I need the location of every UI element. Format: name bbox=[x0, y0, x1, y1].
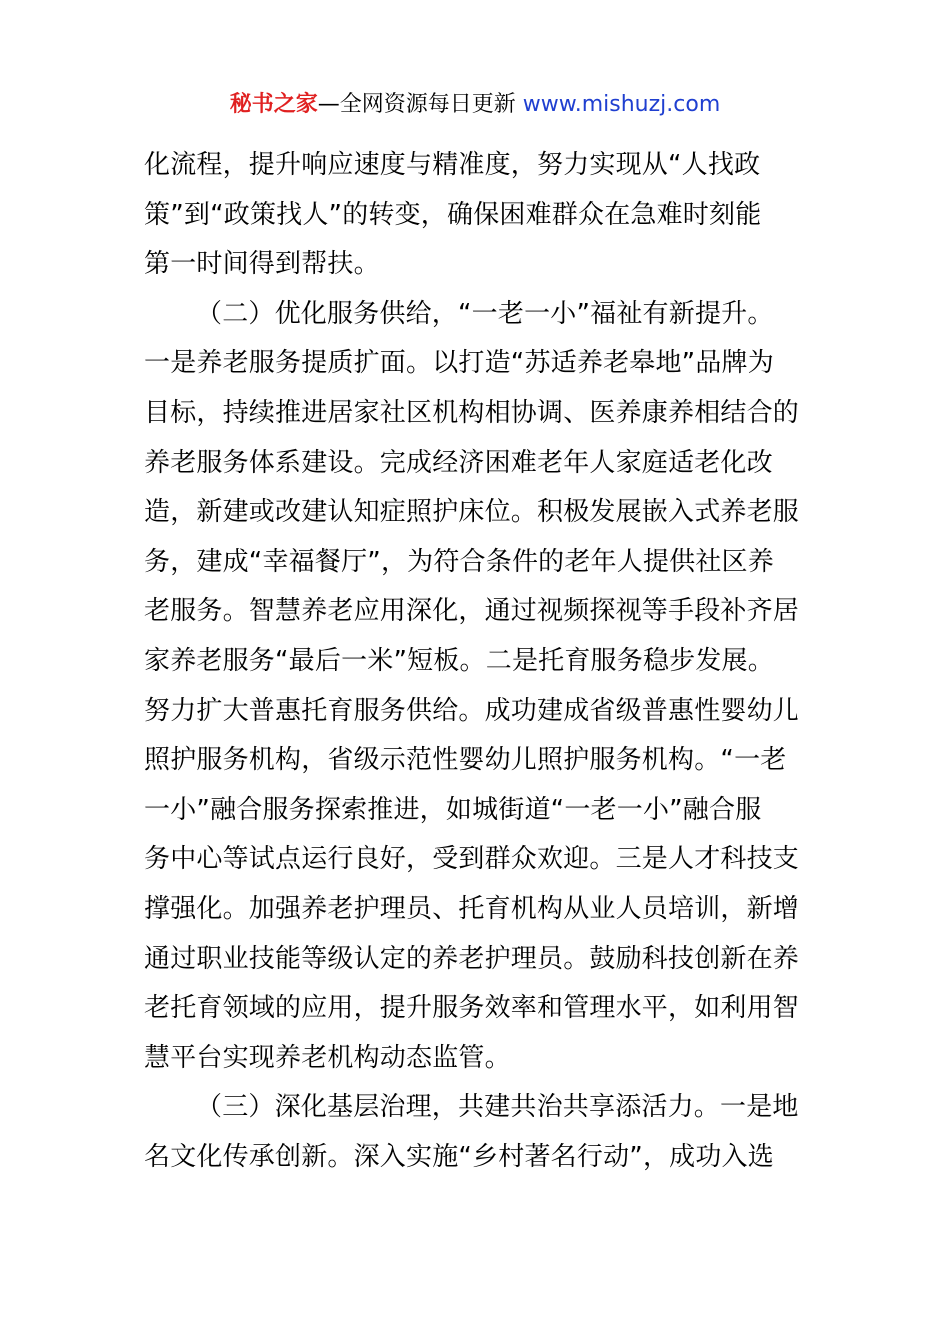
text-line: 目标，持续推进居家社区机构相协调、医养康养相结合的 bbox=[144, 397, 800, 428]
text-line: 第一时间得到帮扶。 bbox=[144, 249, 380, 280]
text-line: 一是养老服务提质扩面。以打造“苏适养老皋地”品牌为 bbox=[144, 348, 774, 379]
header-tagline: —全网资源每日更新 bbox=[317, 92, 523, 117]
text-line: 名文化传承创新。深入实施“乡村著名行动”，成功入选 bbox=[144, 1141, 774, 1172]
text-line: 老托育领域的应用，提升服务效率和管理水平，如利用智 bbox=[144, 993, 800, 1024]
text-line: 造，新建或改建认知症照护床位。积极发展嵌入式养老服 bbox=[144, 497, 800, 528]
section-heading-2: （二）优化服务供给，“一老一小”福祉有新提升。 bbox=[196, 298, 774, 329]
text-line: 策”到“政策找人”的转变，确保困难群众在急难时刻能 bbox=[144, 199, 762, 230]
text-line: 慧平台实现养老机构动态监管。 bbox=[144, 1042, 511, 1073]
text-line: 家养老服务“最后一米”短板。二是托育服务稳步发展。 bbox=[144, 645, 774, 676]
text-line: 化流程，提升响应速度与精准度，努力实现从“人找政 bbox=[144, 150, 761, 180]
text-line: 一小”融合服务探索推进，如城街道“一老一小”融合服 bbox=[144, 794, 762, 825]
site-url-link[interactable]: www.mishuzj.com bbox=[522, 92, 721, 117]
text-line: 务中心等试点运行良好，受到群众欢迎。三是人才科技支 bbox=[144, 844, 800, 875]
section-heading-3: （三）深化基层治理，共建共治共享添活力。一是地 bbox=[196, 1092, 799, 1123]
text-line: 照护服务机构，省级示范性婴幼儿照护服务机构。“一老 bbox=[144, 745, 787, 776]
text-line: 努力扩大普惠托育服务供给。成功建成省级普惠性婴幼儿 bbox=[144, 695, 800, 726]
site-header bbox=[0, 88, 950, 122]
document-body bbox=[144, 141, 810, 1182]
text-line: 养老服务体系建设。完成经济困难老年人家庭适老化改 bbox=[144, 447, 773, 478]
text-line: 撑强化。加强养老护理员、托育机构从业人员培训，新增 bbox=[144, 893, 800, 924]
text-line: 务，建成“幸福餐厅”，为符合条件的老年人提供社区养 bbox=[144, 546, 774, 577]
text-line: 老服务。智慧养老应用深化，通过视频探视等手段补齐居 bbox=[144, 596, 800, 627]
text-line: 通过职业技能等级认定的养老护理员。鼓励科技创新在养 bbox=[144, 943, 800, 974]
brand-name: 秘书之家 bbox=[229, 92, 318, 117]
